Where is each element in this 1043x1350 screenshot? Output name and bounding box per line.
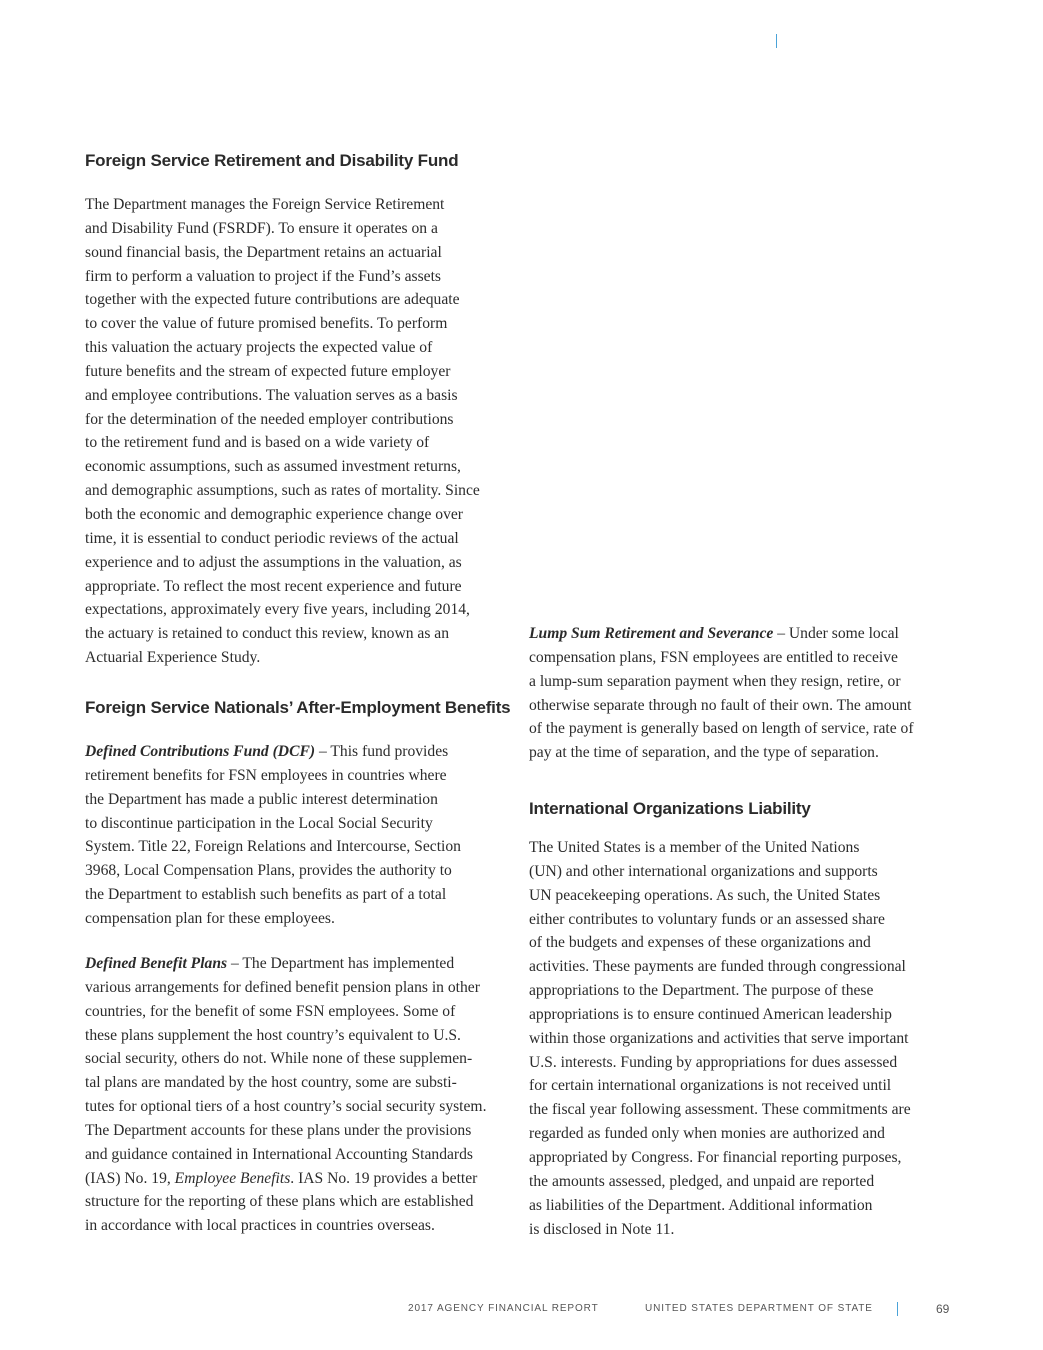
paragraph-fsrdf xyxy=(85,193,525,670)
text-line: firm to perform a valuation to project if the Fund’s assets xyxy=(85,267,441,285)
text-line: as liabilities of the Department. Additional information xyxy=(529,1196,873,1214)
text-line: expectations, approximately every five years, including 2014, xyxy=(85,601,470,619)
text-line: the Department to establish such benefits as part of a total xyxy=(85,886,447,904)
text-line: Actuarial Experience Study. xyxy=(85,649,261,667)
text-line: tal plans are mandated by the host country, some are substi- xyxy=(85,1074,457,1092)
footer-report-title: 2017 AGENCY FINANCIAL REPORT xyxy=(408,1303,599,1314)
text-line: a lump-sum separation payment when they resign, retire, or xyxy=(529,672,901,690)
lump-lead: Lump Sum Retirement and Severance xyxy=(529,625,774,642)
text-line: various arrangements for defined benefit pension plans in other xyxy=(85,978,480,996)
text-line: and demographic assumptions, such as rates of mortality. Since xyxy=(85,482,480,500)
text-line: of the payment is generally based on length of service, rate of xyxy=(529,720,914,738)
text-line: otherwise separate through no fault of their own. The amount xyxy=(529,696,912,714)
text-line: System. Title 22, Foreign Relations and Intercourse, Section xyxy=(85,838,461,856)
text-line: appropriations is to ensure continued American leadership xyxy=(529,1005,892,1023)
dcf-lead: Defined Contributions Fund (DCF) xyxy=(85,743,316,760)
header-divider xyxy=(776,34,777,48)
dbp-lead: Defined Benefit Plans xyxy=(85,955,228,972)
text-line: is disclosed in Note 11. xyxy=(529,1220,675,1238)
footer-department: UNITED STATES DEPARTMENT OF STATE xyxy=(645,1303,873,1314)
text-line: the amounts assessed, pledged, and unpaid are reported xyxy=(529,1172,875,1190)
text-line: economic assumptions, such as assumed investment returns, xyxy=(85,458,461,476)
lump-first-line: Lump Sum Retirement and Severance – Under some local xyxy=(529,625,899,642)
text-line: together with the expected future contributions are adequate xyxy=(85,291,460,309)
text-line: within those organizations and activities that serve important xyxy=(529,1029,909,1047)
text-line: these plans supplement the host country’s equivalent to U.S. xyxy=(85,1026,461,1044)
text-line: tutes for optional tiers of a host country’s social security system. xyxy=(85,1098,487,1116)
text-line: compensation plan for these employees. xyxy=(85,909,335,927)
dbp-first-line: Defined Benefit Plans – The Department has implemented xyxy=(85,955,455,972)
text-line: structure for the reporting of these plans which are established xyxy=(85,1193,474,1211)
text-line: retirement benefits for FSN employees in countries where xyxy=(85,766,447,784)
text-line: (UN) and other international organizations and supports xyxy=(529,862,878,880)
text-line: and employee contributions. The valuation serves as a basis xyxy=(85,386,458,404)
text-line: the fiscal year following assessment. These commitments are xyxy=(529,1101,911,1119)
dcf-lines xyxy=(85,764,525,931)
text-line: in accordance with local practices in countries overseas. xyxy=(85,1217,435,1235)
text-line: appropriations to the Department. The purpose of these xyxy=(529,982,874,1000)
text-line: The Department accounts for these plans under the provisions xyxy=(85,1121,472,1139)
text-line: for certain international organizations is not received until xyxy=(529,1077,892,1095)
text-line: sound financial basis, the Department retains an actuarial xyxy=(85,243,442,261)
text-line: for the determination of the needed employer contributions xyxy=(85,410,454,428)
text-line: the Department has made a public interest determination xyxy=(85,790,438,808)
page-number: 69 xyxy=(936,1302,950,1316)
text-line: of the budgets and expenses of these organizations and xyxy=(529,934,871,952)
dbp-lines-b xyxy=(85,1190,525,1238)
text-line: pay at the time of separation, and the type of separation. xyxy=(529,744,879,762)
lump-lines xyxy=(529,646,969,765)
dbp-ias-line: (IAS) No. 19, Employee Benefits. IAS No. 19 provides a better xyxy=(85,1169,478,1187)
paragraph-dcf xyxy=(85,740,525,931)
text-line: to the retirement fund and is based on a wide variety of xyxy=(85,434,430,452)
heading-fsn-benefits: Foreign Service Nationals’ After-Employment Benefits xyxy=(85,698,511,717)
text-line: both the economic and demographic experience change over xyxy=(85,505,463,523)
heading-fsrdf: Foreign Service Retirement and Disability Fund xyxy=(85,151,459,170)
text-line: to discontinue participation in the Local Social Security xyxy=(85,814,433,832)
paragraph-dbp xyxy=(85,952,525,1238)
paragraph-io-liability xyxy=(529,836,969,1241)
footer-divider xyxy=(897,1302,898,1316)
text-line: activities. These payments are funded through congressional xyxy=(529,958,906,976)
text-line: either contributes to voluntary funds or an assessed share xyxy=(529,910,885,928)
text-line: appropriated by Congress. For financial reporting purposes, xyxy=(529,1148,902,1166)
text-line: time, it is essential to conduct periodic reviews of the actual xyxy=(85,529,459,547)
text-line: social security, others do not. While none of these supplemen- xyxy=(85,1050,473,1068)
text-line: The Department manages the Foreign Service Retirement xyxy=(85,196,445,213)
text-line: countries, for the benefit of some FSN employees. Some of xyxy=(85,1002,456,1020)
text-line: this valuation the actuary projects the expected value of xyxy=(85,339,433,357)
text-line: U.S. interests. Funding by appropriations for dues assessed xyxy=(529,1053,898,1071)
text-line: compensation plans, FSN employees are entitled to receive xyxy=(529,648,898,666)
text-line: and Disability Fund (FSRDF). To ensure it operates on a xyxy=(85,219,438,237)
text-line: to cover the value of future promised benefits. To perform xyxy=(85,315,448,333)
text-line: experience and to adjust the assumptions in the valuation, as xyxy=(85,553,462,571)
dbp-lines-a xyxy=(85,976,525,1167)
text-line: future benefits and the stream of expected future employer xyxy=(85,362,451,380)
text-line: 3968, Local Compensation Plans, provides the authority to xyxy=(85,862,452,880)
text-line: regarded as funded only when monies are authorized and xyxy=(529,1125,885,1143)
text-line: UN peacekeeping operations. As such, the United States xyxy=(529,886,881,904)
text-line: the actuary is retained to conduct this review, known as an xyxy=(85,625,450,643)
text-line: The United States is a member of the United Nations xyxy=(529,839,860,856)
dcf-first-line: Defined Contributions Fund (DCF) – This fund provides xyxy=(85,743,449,760)
page-footer xyxy=(0,1302,1043,1318)
text-line: and guidance contained in International Accounting Standards xyxy=(85,1145,473,1163)
heading-io-liability: International Organizations Liability xyxy=(529,799,811,818)
text-line: appropriate. To reflect the most recent experience and future xyxy=(85,577,462,595)
paragraph-lump-sum xyxy=(529,622,969,765)
